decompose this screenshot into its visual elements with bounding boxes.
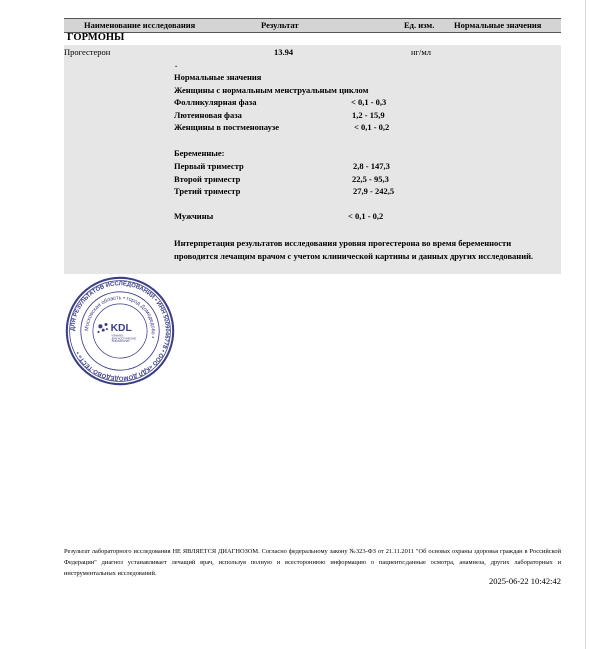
- pregnant-title: Беременные:: [174, 148, 225, 158]
- women-value: < 0,1 - 0,3: [351, 97, 387, 107]
- header-name: Наименование исследования: [84, 20, 196, 30]
- pregnant-label: Второй триместр: [174, 173, 241, 184]
- report-datetime: 2025-06-22 10:42:42: [488, 576, 561, 586]
- pregnant-value: 22,5 - 95,3: [352, 173, 389, 184]
- lab-stamp: [64, 275, 176, 387]
- test-unit: нг/мл: [411, 47, 432, 57]
- women-value: < 0,1 - 0,2: [354, 122, 390, 132]
- test-name: Прогестерон: [64, 47, 111, 57]
- pregnant-value: 27,9 - 242,5: [353, 186, 395, 196]
- stamp-logo-text: KDL: [110, 323, 132, 334]
- stamp-subtitle-3: ЛАБОРАТОРИИ: [111, 340, 130, 344]
- women-label: Женщины в постменопаузе: [174, 122, 280, 132]
- pregnant-label: Третий триместр: [174, 186, 241, 196]
- women-title: Женщины с нормальным менструальным циклом: [174, 85, 369, 95]
- pregnant-value: 2,8 - 147,3: [353, 161, 390, 171]
- section-title: ГОРМОНЫ: [67, 32, 125, 43]
- stamp-subtitle-2: ДИАГНОСТИЧЕСКИЕ: [111, 337, 137, 341]
- page-edge: [585, 0, 586, 649]
- table-header: [64, 18, 561, 33]
- pregnant-values: [353, 161, 394, 199]
- stamp-subtitle-1: КЛИНИКО-: [111, 334, 124, 338]
- women-values: [351, 97, 389, 135]
- header-result: Результат: [261, 20, 299, 30]
- kdl-logo-icon: [97, 323, 108, 333]
- women-label: Лютеиновая фаза: [174, 109, 242, 120]
- men-label: Мужчины: [174, 211, 214, 221]
- women-labels: [174, 97, 279, 135]
- header-unit: Ед. изм.: [404, 20, 435, 30]
- stamp-outer-text: ДЛЯ РЕЗУЛЬТАТОВ ИССЛЕДОВАНИЙ • ИНН 5009046778 • ООО «КДЛ ДОМОДЕДОВО-ТЕСТ» •: [70, 281, 170, 381]
- interpretation-note: Интерпретация результатов исследования уровня прогестерона во время беременности проводится лечащим врачом с учетом клинической картины и данных других исследований.: [174, 238, 534, 261]
- pregnant-labels: [174, 161, 244, 199]
- stamp-inner-text: Московская область • город Домодедово •: [84, 295, 156, 339]
- women-label: Фолликулярная фаза: [174, 97, 257, 107]
- header-norm: Нормальные значения: [454, 20, 542, 30]
- disclaimer: Результат лабораторного исследования НЕ ЯВЛЯЕТСЯ ДИАГНОЗОМ. Согласно федеральному закону №323-ФЗ от 21.11.2011 "Об основах охраны здоровья граждан в Российской Федерации" диагноз устанавливает лечащий врач, используя полную и всестороннюю информацию о пациенте:данные осмотра, анамнеза, других лабораторных и инструментальных исследований.: [64, 548, 561, 577]
- test-result: 13.94: [274, 47, 294, 57]
- men-value: < 0,1 - 0,2: [348, 211, 384, 221]
- pregnant-label: Первый триместр: [174, 161, 244, 171]
- women-value: 1,2 - 15,9: [352, 109, 385, 120]
- ref-title: Нормальные значения: [174, 72, 262, 82]
- ref-dot: .: [175, 59, 178, 69]
